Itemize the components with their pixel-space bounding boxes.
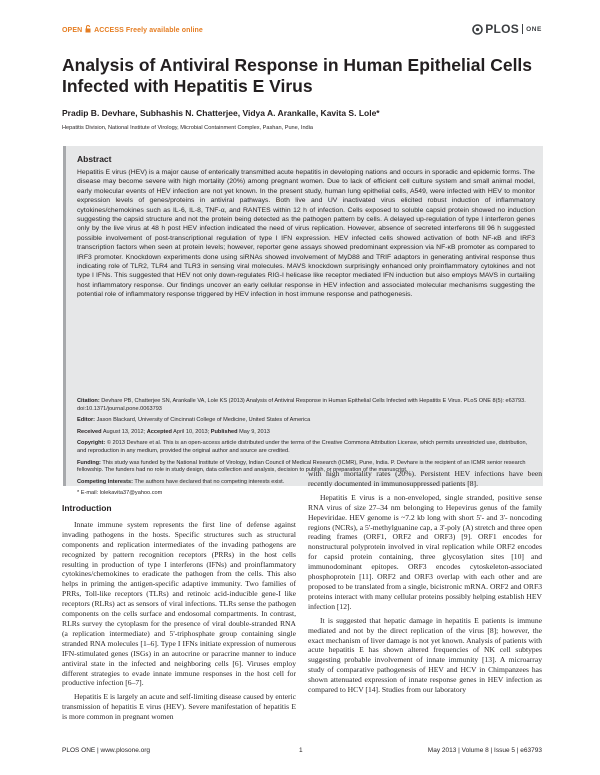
published-label: Published [210, 428, 238, 435]
abstract-accent-bar [63, 146, 66, 486]
dates [77, 429, 535, 437]
copyright-text: © 2013 Devhare et al. This is an open-access article distributed under the terms of the Creative Commons Attribution License, which permits unrestricted use, distribution, and reproduction in any medium, provided the original author and source are credited. [77, 440, 528, 454]
open-access-prefix: OPEN [62, 27, 83, 34]
right-paragraph-continued: with high mortality rates (20%). Persistent HEV infections have been recently documented in immunosuppressed patients [8]. [308, 469, 542, 488]
page-footer [62, 747, 542, 759]
copyright [77, 440, 535, 455]
citation [77, 398, 535, 413]
open-access-suffix: ACCESS [94, 27, 124, 34]
logo-divider [522, 24, 523, 34]
citation-label: Citation: [77, 398, 100, 404]
footer-issue: May 2013 | Volume 8 | Issue 5 | e63793 [427, 747, 542, 754]
journal-name: PLOS [485, 22, 520, 36]
intro-paragraph-2: Hepatitis E is largely an acute and self-limiting disease caused by enteric transmission of hepatitis E virus (HEV). Severe manifestation of hepatitis E is more common in pregnant women [62, 692, 296, 722]
right-column [308, 469, 542, 699]
intro-paragraph-1: Innate immune system represents the first line of defense against invading pathogens in the hosts. Specific structures such as structural components and replication intermediates of the invading pathogens are recognized by pattern recognition receptors (PRRs) in the host cells resulting in production of type I interferons (IFNs) and proinflammatory cytokines/chemokines to eradicate the pathogen from the cells. This also helps in priming the antigen-specific adaptive immunity. Two families of PRRs, Toll-like receptors (TLRs) and retinoic acid-inducible gene-I like receptors (RLRs) act as sensors of viral infections. TLRs sense the pathogen components on the cells surface and endosomal compartments. In contrast, RLRs survey the cytoplasm for the presence of viral double-stranded RNA (a replication intermediate) and 5'-triphosphate group containing single stranded RNA molecules [1–6]. Type I IFNs initiate expression of numerous IFN-stimulated genes (ISGs) in an autocrine or paracrine manner to induce antiviral state in the infected and neighboring cells [6]. Viruses employ different strategies to evade innate immune responses in the host cell for productive infection [6–7]. [62, 519, 296, 688]
open-access-banner [62, 25, 203, 34]
competing-label: Competing Interests: [77, 478, 133, 485]
funding-label: Funding: [77, 459, 101, 466]
top-bar [62, 22, 542, 38]
editor-label: Editor: [77, 417, 96, 424]
affiliation: Hepatitis Division, National Institute of Virology, Microbial Containment Complex, Pashan, Pune, India [62, 125, 314, 131]
journal-logo [472, 22, 542, 36]
right-paragraph-2: It is suggested that hepatic damage in hepatitis E patients is immune mediated and not by the direct replication of the virus [8]; however, the exact mechanism of liver damage is not yet known. Analysis of patients with acute hepatitis E has shown altered frequencies of NK cell subtypes suggesting probable involvement of innate immunity [13]. A microarray study of comparative pathogenesis of HEV and HCV in Chimpanzees has shown attenuated expression of innate response genes in HEV infection as compared to HCV [14]. Studies from our laboratory [308, 615, 542, 695]
abstract-box [63, 146, 543, 497]
right-paragraph-1: Hepatitis E virus is a non-enveloped, single stranded, positive sense RNA virus of size 27–34 nm belonging to Hepevirus genus of the family Hepeviridae. HEV genome is ~7.2 kb long with short 5'- and 3'- noncoding regions (NCRs), a 5'-methylguanine cap, a 3'-poly (A) stretch and three open reading frames (ORF1, ORF2 and ORF3) [9]. ORF1 encodes for nonstructural polyprotein involved in viral replication while ORF2 encodes for capsid protein containing, three glycosylation sites [10] and immunodominant epitopes. ORF3 encodes cytoskeleton-associated phosphoprotein [11]. ORF2 and ORF3 overlap with each other and are proposed to be translated from a single, bicistronic mRNA. ORF2 and ORF3 proteins interact with many cellular proteins possibly helping establish HEV infection [12]. [308, 492, 542, 611]
introduction-heading: Introduction [62, 503, 112, 513]
open-access-lock-icon [85, 25, 91, 33]
corresponding-email: * E-mail: lolekavita37@yahoo.com [77, 490, 163, 497]
plos-logo-icon [472, 24, 483, 35]
footer-page-number: 1 [299, 747, 303, 754]
article-title: Analysis of Antiviral Response in Human Epithelial Cells Infected with Hepatitis E Virus [62, 55, 533, 96]
funding-text: This study was funded by the National Institute of Virology, Indian Council of Medical Research (ICMR), Pune, India. P. Devhare is the recipient of an ICMR senior research fellowship. The funders had no role in study design, data collection and analysis, decision to publish, or preparation of the manuscript. [77, 459, 526, 474]
citation-text: Devhare PB, Chatterjee SN, Arankalle VA, Lole KS (2013) Analysis of Antiviral Response in Human Epithelial Cells Infected with Hepatitis E Virus. PLoS ONE 8(5): e63793. doi:10.1371/journal.pone.0063793 [77, 398, 526, 412]
received-label: Received [77, 428, 102, 435]
journal-suffix: ONE [526, 25, 542, 33]
competing-text: The authors have declared that no competing interests exist. [134, 478, 285, 485]
copyright-label: Copyright: [77, 440, 106, 447]
editor-text: Jason Blackard, University of Cincinnati College of Medicine, United States of America [96, 417, 311, 424]
footer-journal: PLOS ONE | www.plosone.org [62, 747, 151, 754]
freely-available-label: Freely available online [125, 27, 203, 34]
published-date: May 9, 2013 [239, 428, 270, 435]
abstract-heading: Abstract [77, 154, 112, 164]
received-date: August 13, 2012; [102, 428, 146, 435]
author-list: Pradip B. Devhare, Subhashis N. Chatterjee, Vidya A. Arankalle, Kavita S. Lole* [62, 108, 380, 118]
accepted-date: April 10, 2013; [173, 428, 210, 435]
editor [77, 417, 535, 425]
accepted-label: Accepted [146, 428, 172, 435]
left-column [62, 496, 296, 726]
abstract-text: Hepatitis E virus (HEV) is a major cause of enterically transmitted acute hepatitis in developing nations and occurs in sporadic and epidemic forms. The disease may become severe with high mortality (20%) among pregnant women. Due to lack of efficient cell culture system and small animal model, early molecular events of HEV infection are not yet known. In the present study, human lung epithelial cells, A549, were infected with HEV to monitor expression levels of genes/proteins in antiviral pathways. Both live and UV inactivated virus elicited robust induction of inflammatory cytokines/chemokines such as IL-6, IL-8, TNF-α, and RANTES within 12 h of infection. Cells exposed to soluble capsid protein showed no induction suggesting the capsid structure and not the protein being detected as the pathogen pattern by cells. A delayed up-regulation of type I interferon genes only by the live virus at 48 h post HEV infection indicated the need of virus replication. However, absence of secreted interferons till 96 h suggested possible involvement of post-transcriptional regulation of type I IFN expression. HEV infected cells showed activation of both NF-κB and IRF3 transcription factors when seen at protein levels; however, reporter gene assays showed predominant expression via NF-κB promoter as compared to IRF3 promoter. Knockdown experiments done using siRNAs showed involvement of MyD88 and TRIF adaptors in generating antiviral response thus indicating role of TLR2, TLR4 and TLR3 in sensing viral molecules. MAVS knockdown surprisingly enhanced only proinflammatory cytokines and not type I IFNs. This suggested that HEV not only down-regulates RIG-I helicase like receptor mediated IFN induction but also employs MAVS in curtailing host inflammatory response. Our findings uncover an early cellular response in HEV infection and associated molecular mechanisms suggesting the potential role of inflammatory response triggered by HEV infection in host immune response and pathogenesis. [77, 169, 535, 299]
